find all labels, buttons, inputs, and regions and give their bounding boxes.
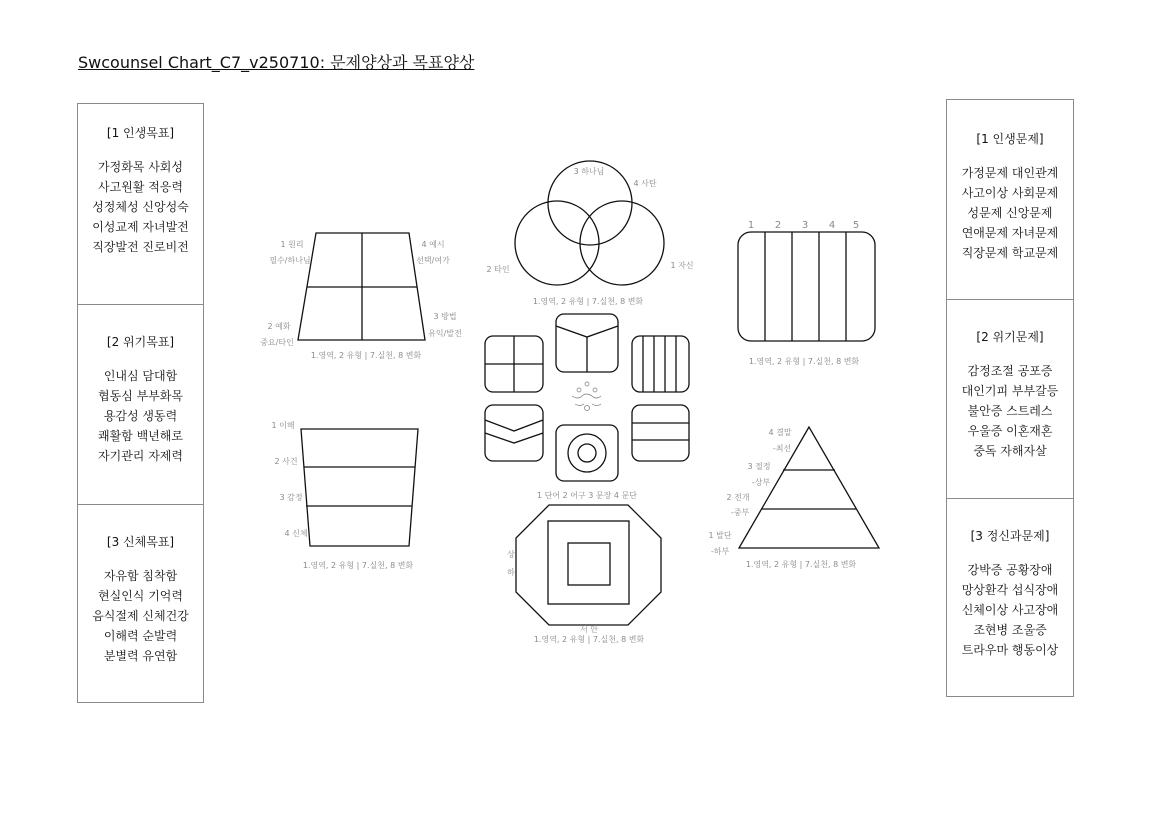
section-line: 직장발전 진로비전 — [92, 240, 189, 254]
pyramid-label: 1 발단 — [708, 531, 732, 540]
column-number: 4 — [828, 220, 836, 231]
section-line: 중독 자해자살 — [973, 444, 1047, 458]
octagon-label: 하 — [507, 568, 515, 577]
section-line: 협동심 부부화목 — [98, 389, 183, 403]
venn-label: 3 하나님 — [573, 167, 605, 176]
cup-shape — [301, 429, 418, 546]
section-line: 이해력 순발력 — [103, 629, 178, 643]
venn-label: 1 자신 — [670, 261, 694, 270]
section-title: [2 위기문제] — [976, 330, 1044, 344]
section-line: 강박증 공황장애 — [967, 563, 1053, 577]
cup-label: 3 감정 — [279, 493, 303, 502]
octagon-label: 서 안 — [580, 625, 598, 634]
diagram-caption: 1 단어 2 어구 3 문장 4 문단 — [537, 491, 637, 500]
section-title: [2 위기목표] — [106, 335, 175, 349]
section-line: 연애문제 자녀문제 — [961, 226, 1059, 240]
column-number: 2 — [774, 220, 782, 231]
octagon-shape — [516, 505, 661, 625]
columns-shape — [738, 232, 875, 341]
pyramid-label: 3 절정 — [747, 462, 771, 471]
cup-label: 4 신체 — [284, 529, 308, 538]
section-line: 감정조절 공포증 — [967, 364, 1053, 378]
tile-vertical-bars — [632, 336, 689, 392]
venn-circle-right — [580, 201, 664, 285]
diagram-caption: 1.영역, 2 유형 | 7.실천, 8 변화 — [745, 560, 857, 569]
section-line: 가정문제 대인관계 — [961, 166, 1059, 180]
section-line: 신체이상 사고장애 — [961, 603, 1059, 617]
tile-quadrants — [485, 336, 543, 392]
section-line: 대인기피 부부갈등 — [961, 384, 1059, 398]
section-line: 자기관리 자제력 — [98, 449, 183, 463]
diagram-caption: 1.영역, 2 유형 | 7.실천, 8 변화 — [532, 297, 644, 306]
section-line: 성문제 신앙문제 — [967, 206, 1053, 220]
octagon-label: 상 — [507, 550, 515, 559]
tile-y-split — [556, 314, 618, 372]
venn-label: 2 타인 — [486, 265, 510, 274]
tile-chevron — [485, 405, 543, 461]
octagon-core-square — [568, 543, 610, 585]
pyramid-label: -중부 — [730, 508, 750, 517]
pyramid-shape — [739, 427, 879, 548]
section-line: 조현병 조울증 — [973, 623, 1047, 637]
section-line: 용감성 생동력 — [103, 409, 178, 423]
cup-label: 1 이해 — [271, 421, 295, 430]
trapezoid-label: 3 방법 — [433, 312, 457, 321]
columns-diagram — [738, 220, 875, 366]
diagram-caption: 1.영역, 2 유형 | 7.실천, 8 변화 — [533, 635, 645, 644]
section-line: 분별력 유연함 — [103, 649, 178, 663]
tile-horizontal-bands — [632, 405, 689, 461]
trapezoid-label: 선택/여가 — [416, 256, 450, 265]
trapezoid-label: 4 예시 — [421, 240, 445, 249]
column-number: 3 — [801, 220, 809, 231]
section-line: 자유함 침착함 — [103, 569, 178, 583]
section-title: [1 인생목표] — [106, 126, 175, 140]
section-title: [1 인생문제] — [976, 132, 1044, 146]
trapezoid-label: 중요/타인 — [260, 338, 294, 347]
venn-diagram — [486, 161, 693, 306]
section-line: 직장문제 학교문제 — [961, 246, 1059, 260]
pyramid-diagram — [708, 427, 879, 569]
diagram-caption: 1.영역, 2 유형 | 7.실천, 8 변화 — [302, 561, 414, 570]
octagon-inner-square — [548, 521, 629, 604]
trapezoid-label: 유익/발전 — [428, 329, 462, 338]
diagram-caption: 1.영역, 2 유형 | 7.실천, 8 변화 — [310, 351, 422, 360]
section-line: 현실인식 기억력 — [98, 589, 183, 603]
section-line: 망상환각 섭식장애 — [961, 583, 1059, 597]
section-title: [3 신체목표] — [106, 535, 175, 549]
section-line: 쾌활함 백년해로 — [98, 429, 183, 443]
pyramid-label: 4 결말 — [768, 428, 792, 437]
section-title: [3 정신과문제] — [970, 529, 1050, 543]
pyramid-label: 2 전개 — [726, 493, 750, 502]
trapezoid-label: 2 예화 — [267, 322, 291, 331]
page-title: Swcounsel Chart_C7_v250710: 문제양상과 목표양상 — [78, 53, 475, 72]
section-line: 불안증 스트레스 — [967, 404, 1053, 418]
center-ornament — [572, 382, 601, 411]
cup-label: 2 사건 — [274, 457, 298, 466]
pyramid-label: -최선 — [772, 444, 792, 453]
diagram-caption: 1.영역, 2 유형 | 7.실천, 8 변화 — [748, 357, 860, 366]
section-line: 가정화목 사회성 — [98, 160, 183, 174]
section-line: 성정체성 신앙성숙 — [92, 200, 189, 214]
section-line: 우울증 이혼재혼 — [967, 424, 1053, 438]
section-line: 트라우마 행동이상 — [961, 643, 1059, 657]
section-line: 인내심 담대함 — [103, 369, 178, 383]
trapezoid-diagram — [260, 233, 462, 360]
venn-circle-left — [515, 201, 599, 285]
trapezoid-label: 1 원리 — [280, 240, 304, 249]
section-line: 사고원활 적응력 — [98, 180, 183, 194]
octagon-diagram — [507, 505, 661, 644]
venn-label: 4 사탄 — [633, 179, 657, 188]
tile-concentric — [556, 425, 618, 481]
column-number: 5 — [852, 220, 860, 231]
section-line: 이성교제 자녀발전 — [92, 220, 189, 234]
section-line: 음식절제 신체건강 — [92, 609, 189, 623]
section-line: 사고이상 사회문제 — [961, 186, 1059, 200]
pyramid-label: -상부 — [751, 478, 771, 487]
column-number: 1 — [747, 220, 755, 231]
trapezoid-label: 필수/하나님 — [269, 256, 311, 265]
pyramid-label: -하부 — [710, 547, 730, 556]
center-cluster — [485, 314, 689, 500]
cup-diagram — [271, 420, 418, 570]
